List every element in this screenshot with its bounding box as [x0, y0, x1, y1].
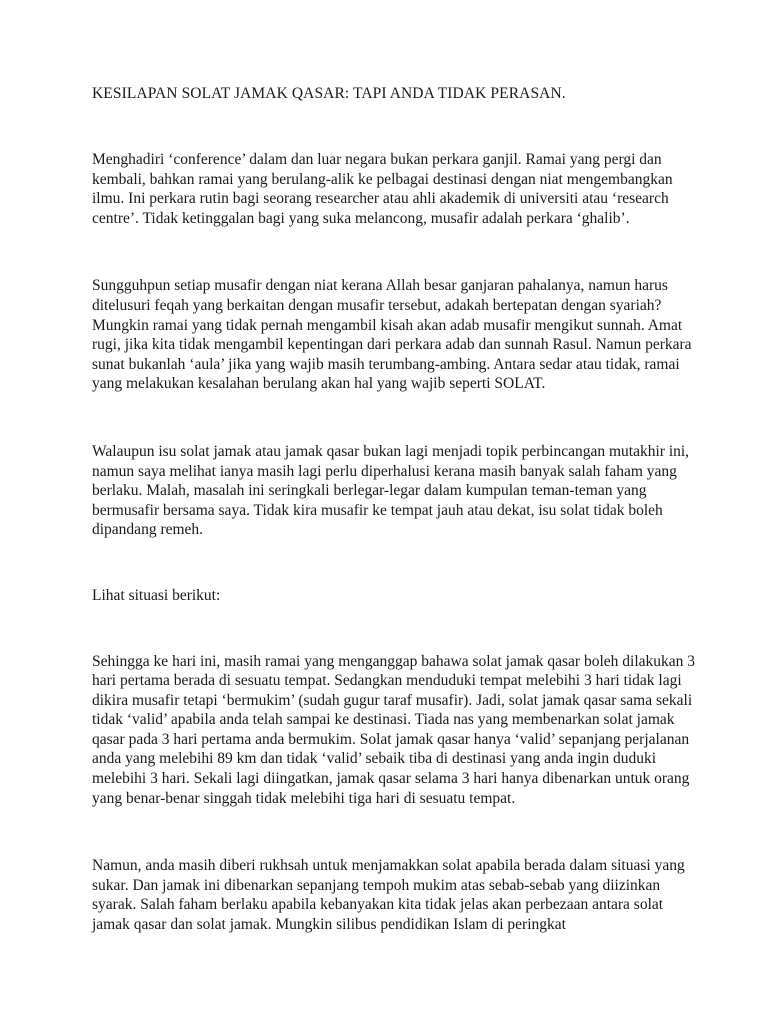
paragraph-musafir-adab: Sungguhpun setiap musafir dengan niat kerana Allah besar ganjaran pahalanya, namun harus ditelusuri feqah yang berkaitan dengan musafir tersebut, adakah bertepatan dengan syariah? Mungkin ramai yang tidak pernah mengambil kisah akan adab musafir mengikut sunnah. Amat rugi, jika kita tidak mengambil kepentingan dari perkara adab dan sunnah Rasul. Namun perkara sunat bukanlah ‘aula’ jika yang wajib masih terumbang-ambing. Antara sedar atau tidak, ramai yang melakukan kesalahan berulang akan hal yang wajib seperti SOLAT. [92, 277, 692, 393]
paragraph-situasi: Lihat situasi berikut: [92, 586, 221, 604]
paragraph-conference: Menghadiri ‘conference’ dalam dan luar negara bukan perkara ganjil. Ramai yang pergi dan kembali, bahkan ramai yang berulang-alik ke pelbagai destinasi dengan niat mengembangkan ilmu. Ini perkara rutin bagi seorang researcher atau ahli akademik di universiti atau ‘research centre’. Tidak ketinggalan bagi yang suka melancong, musafir adalah perkara ‘ghalib’. [92, 151, 673, 227]
paragraph-tiga-hari: Sehingga ke hari ini, masih ramai yang menganggap bahawa solat jamak qasar boleh dilakukan 3 hari pertama berada di sesuatu tempat. Sedangkan menduduki tempat melebihi 3 hari tidak lagi dikira musafir tetapi ‘bermukim’ (sudah gugur taraf musafir). Jadi, solat jamak qasar sama sekali tidak ‘valid’ apabila anda telah sampai ke destinasi. Tiada nas yang membenarkan solat jamak qasar pada 3 hari pertama anda bermukim. Solat jamak qasar hanya ‘valid’ sepanjang perjalanan anda yang melebihi 89 km dan tidak ‘valid’ sebaik tiba di destinasi yang anda ingin duduki melebihi 3 hari. Sekali lagi diingatkan, jamak qasar selama 3 hari hanya dibenarkan untuk orang yang benar-benar singgah tidak melebihi tiga hari di sesuatu tempat. [92, 652, 696, 807]
document-page [92, 84, 702, 935]
paragraph-isu-solat-jamak: Walaupun isu solat jamak atau jamak qasar bukan lagi menjadi topik perbincangan mutakhir ini, namun saya melihat ianya masih lagi perlu diperhalusi kerana masih banyak salah faham yang berlaku. Malah, masalah ini seringkali berlegar-legar dalam kumpulan teman-teman yang bermusafir bersama saya. Tidak kira musafir ke tempat jauh atau dekat, isu solat tidak boleh dipandang remeh. [92, 442, 690, 539]
document-title: KESILAPAN SOLAT JAMAK QASAR: TAPI ANDA TIDAK PERASAN. [92, 85, 566, 102]
paragraph-rukhsah: Namun, anda masih diberi rukhsah untuk menjamakkan solat apabila berada dalam situasi yang sukar. Dan jamak ini dibenarkan sepanjang tempoh mukim atas sebab-sebab yang diizinkan syarak. Salah faham berlaku apabila kebanyakan kita tidak jelas akan perbezaan antara solat jamak qasar dan solat jamak. Mungkin silibus pendidikan Islam di peringkat [92, 857, 685, 934]
